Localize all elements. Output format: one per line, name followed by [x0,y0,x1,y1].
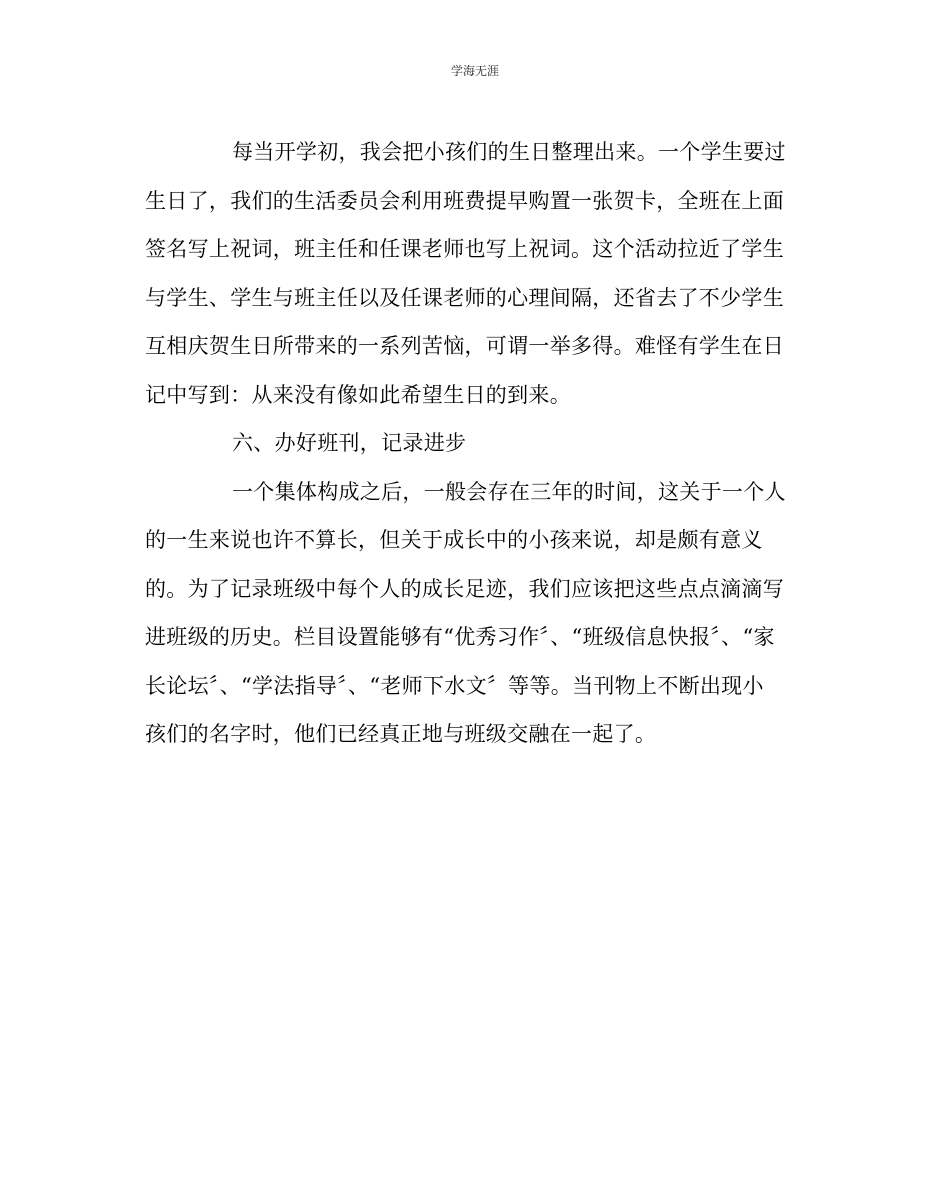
paragraph-line: 记中写到：从来没有像如此希望生日的到来。 [145,382,571,407]
paragraph-line: 孩们的名字时，他们已经真正地与班级交融在一起了。 [145,722,657,746]
paragraph-line: 进班级的历史。栏目设置能够有“优秀习作〞、“班级信息快报〞、“家 [145,625,775,649]
paragraph-line: 的一生来说也许不算长，但关于成长中的小孩来说，却是颇有意义 [145,528,763,552]
paragraph-line: 互相庆贺生日所带来的一系列苦恼，可谓一举多得。难怪有学生在日 [145,334,784,358]
paragraph-line: 每当开学初，我会把小孩们的生日整理出来。一个学生要过 [232,140,786,164]
paragraph-line: 签名写上祝词，班主任和任课老师也写上祝词。这个活动拉近了学生 [145,237,784,261]
paragraph-line: 与学生、学生与班主任以及任课老师的心理间隔，还省去了不少学生 [145,285,784,310]
paragraph-line: 生日了，我们的生活委员会利用班费提早购置一张贺卡，全班在上面 [145,188,784,213]
section-heading: 六、办好班刊，记录进步 [232,431,467,455]
paragraph-line: 的。为了记录班级中每个人的成长足迹，我们应该把这些点点滴滴写 [145,576,784,601]
page-header: 学海无涯 [450,64,499,78]
paragraph-line: 一个集体构成之后，一般会存在三年的时间，这关于一个人 [232,479,786,504]
paragraph-line: 长论坛〞、“学法指导〞、“老师下水文〞等等。当刊物上不断出现小 [145,673,764,698]
document-body [145,128,809,759]
